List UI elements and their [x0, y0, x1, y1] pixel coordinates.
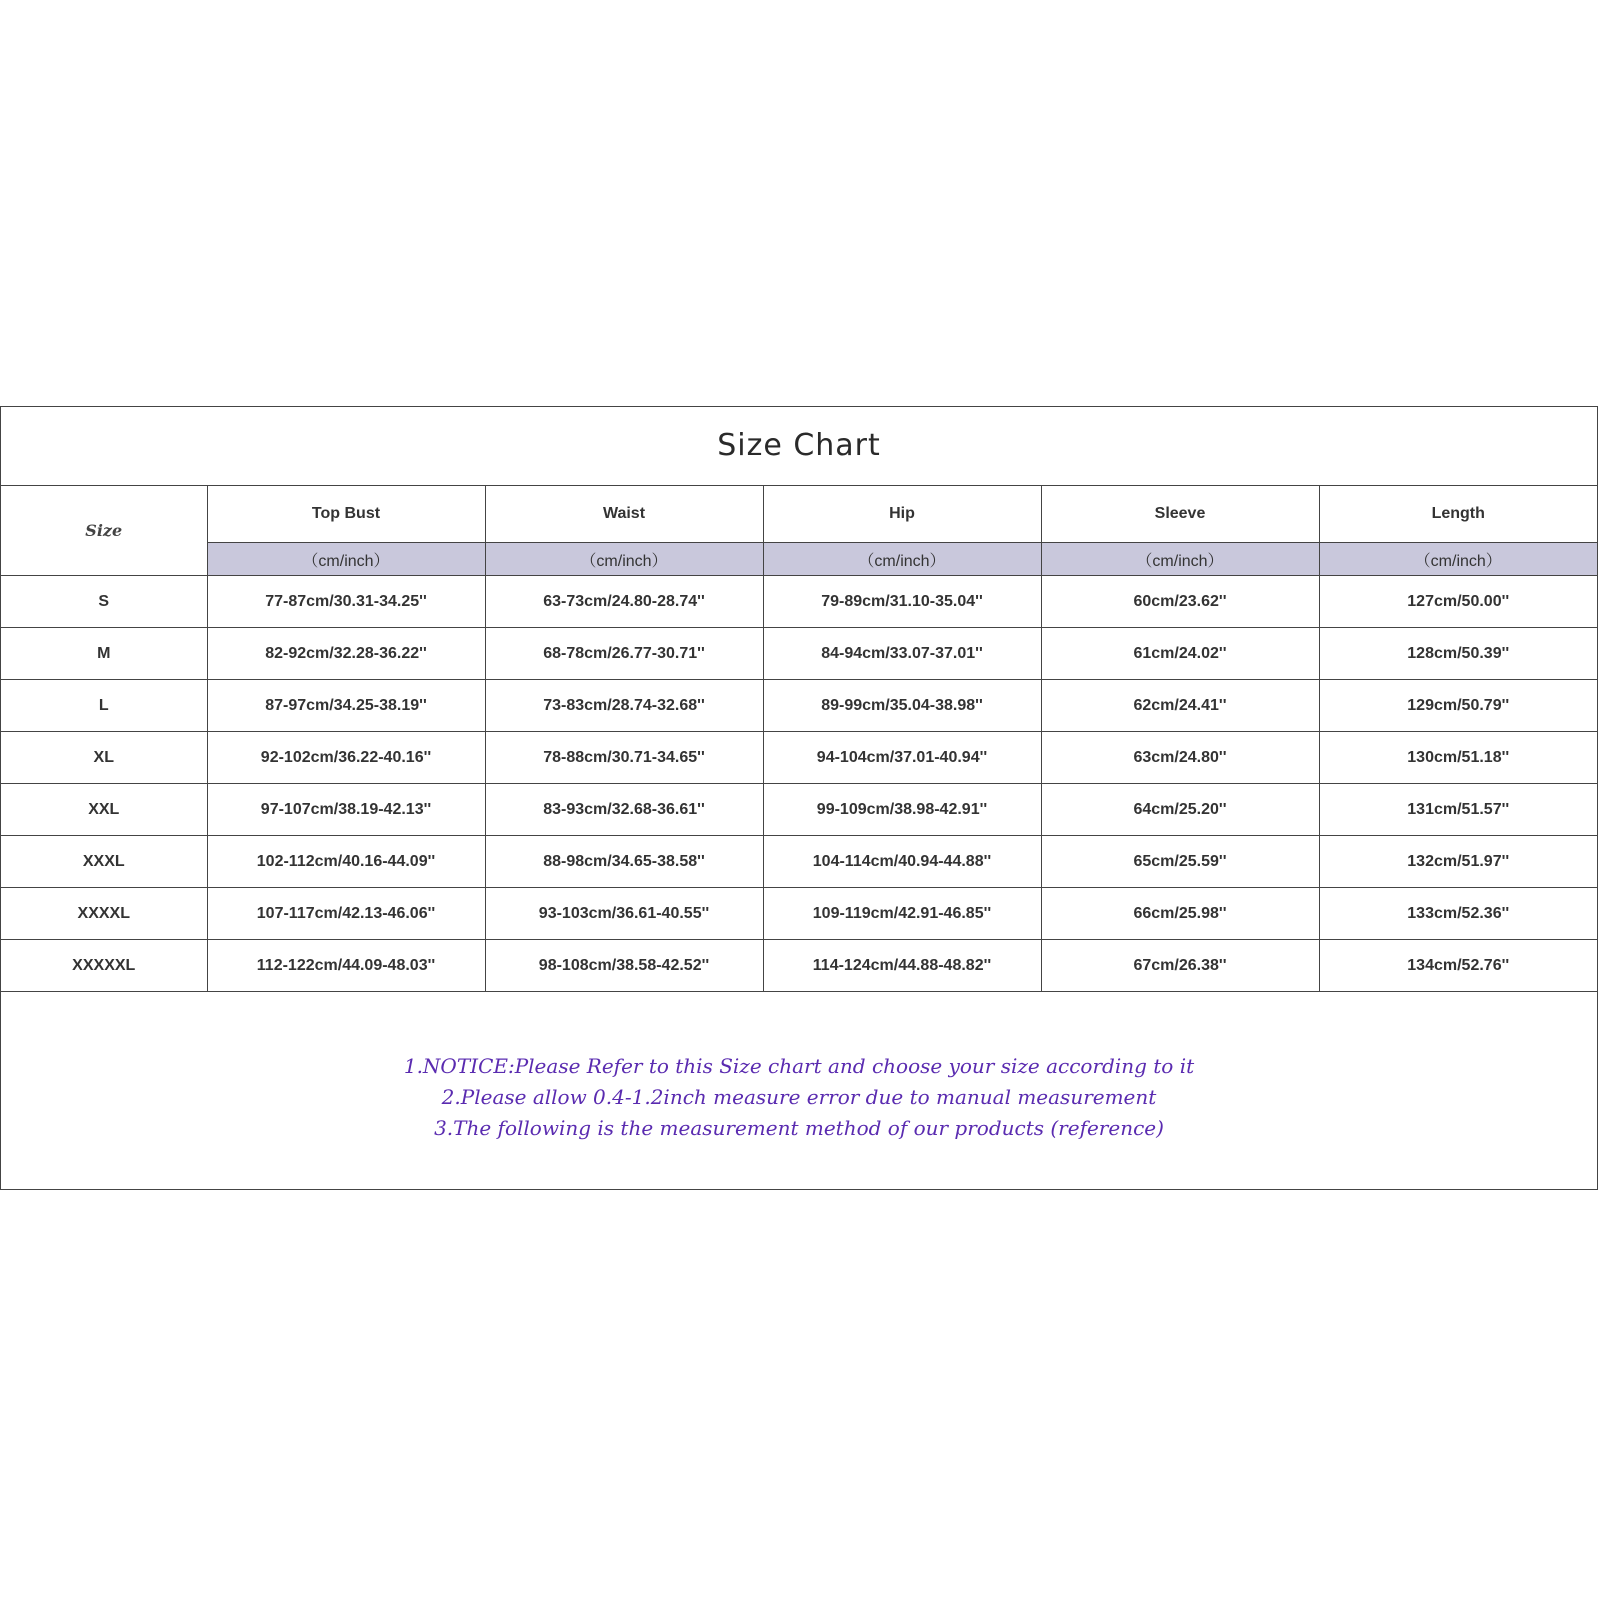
size-cell: M — [1, 628, 207, 680]
measurement-cell: 93-103cm/36.61-40.55'' — [485, 888, 763, 940]
size-cell: XXXXXL — [1, 940, 207, 992]
size-chart — [0, 406, 1598, 1190]
note-line: 1.NOTICE:Please Refer to this Size chart and choose your size according to it — [403, 1054, 1195, 1078]
measurement-cell: 107-117cm/42.13-46.06'' — [207, 888, 485, 940]
unit-row — [1, 543, 1597, 576]
size-cell: XXXXL — [1, 888, 207, 940]
table-row — [1, 628, 1597, 680]
measurement-cell: 131cm/51.57'' — [1319, 784, 1597, 836]
size-cell: S — [1, 576, 207, 628]
chart-title: Size Chart — [1, 407, 1597, 486]
size-table — [1, 486, 1597, 992]
measurement-cell: 73-83cm/28.74-32.68'' — [485, 680, 763, 732]
notes — [1, 1051, 1597, 1144]
column-header-top-bust: Top Bust — [207, 486, 485, 543]
measurement-cell: 129cm/50.79'' — [1319, 680, 1597, 732]
measurement-cell: 67cm/26.38'' — [1041, 940, 1319, 992]
column-header-hip: Hip — [763, 486, 1041, 543]
column-header-sleeve: Sleeve — [1041, 486, 1319, 543]
measurement-cell: 130cm/51.18'' — [1319, 732, 1597, 784]
unit-label: （cm/inch） — [1319, 543, 1597, 576]
measurement-cell: 84-94cm/33.07-37.01'' — [763, 628, 1041, 680]
measurement-cell: 98-108cm/38.58-42.52'' — [485, 940, 763, 992]
note-line: 3.The following is the measurement method of our products (reference) — [434, 1116, 1164, 1140]
measurement-cell: 78-88cm/30.71-34.65'' — [485, 732, 763, 784]
measurement-cell: 68-78cm/26.77-30.71'' — [485, 628, 763, 680]
measurement-cell: 94-104cm/37.01-40.94'' — [763, 732, 1041, 784]
measurement-cell: 61cm/24.02'' — [1041, 628, 1319, 680]
measurement-cell: 128cm/50.39'' — [1319, 628, 1597, 680]
measurement-cell: 83-93cm/32.68-36.61'' — [485, 784, 763, 836]
measurement-cell: 88-98cm/34.65-38.58'' — [485, 836, 763, 888]
unit-label: （cm/inch） — [485, 543, 763, 576]
table-row — [1, 732, 1597, 784]
measurement-cell: 89-99cm/35.04-38.98'' — [763, 680, 1041, 732]
table-body — [1, 576, 1597, 992]
measurement-cell: 87-97cm/34.25-38.19'' — [207, 680, 485, 732]
size-column-header: Size — [1, 486, 207, 576]
size-cell: XXL — [1, 784, 207, 836]
size-cell: XXXL — [1, 836, 207, 888]
measurement-cell: 114-124cm/44.88-48.82'' — [763, 940, 1041, 992]
column-header-waist: Waist — [485, 486, 763, 543]
measurement-cell: 62cm/24.41'' — [1041, 680, 1319, 732]
table-row — [1, 888, 1597, 940]
size-cell: XL — [1, 732, 207, 784]
measurement-cell: 132cm/51.97'' — [1319, 836, 1597, 888]
column-header-length: Length — [1319, 486, 1597, 543]
measurement-cell: 65cm/25.59'' — [1041, 836, 1319, 888]
measurement-cell: 127cm/50.00'' — [1319, 576, 1597, 628]
size-cell: L — [1, 680, 207, 732]
measurement-cell: 134cm/52.76'' — [1319, 940, 1597, 992]
measurement-cell: 60cm/23.62'' — [1041, 576, 1319, 628]
measurement-cell: 104-114cm/40.94-44.88'' — [763, 836, 1041, 888]
measurement-cell: 64cm/25.20'' — [1041, 784, 1319, 836]
measurement-cell: 79-89cm/31.10-35.04'' — [763, 576, 1041, 628]
table-row — [1, 940, 1597, 992]
measurement-cell: 63-73cm/24.80-28.74'' — [485, 576, 763, 628]
measurement-cell: 112-122cm/44.09-48.03'' — [207, 940, 485, 992]
measurement-cell: 97-107cm/38.19-42.13'' — [207, 784, 485, 836]
measurement-cell: 133cm/52.36'' — [1319, 888, 1597, 940]
unit-label: （cm/inch） — [1041, 543, 1319, 576]
measurement-cell: 82-92cm/32.28-36.22'' — [207, 628, 485, 680]
measurement-cell: 92-102cm/36.22-40.16'' — [207, 732, 485, 784]
measurement-cell: 77-87cm/30.31-34.25'' — [207, 576, 485, 628]
table-row — [1, 680, 1597, 732]
note-line: 2.Please allow 0.4-1.2inch measure error due to manual measurement — [441, 1085, 1157, 1109]
measurement-cell: 102-112cm/40.16-44.09'' — [207, 836, 485, 888]
measurement-cell: 109-119cm/42.91-46.85'' — [763, 888, 1041, 940]
measurement-cell: 99-109cm/38.98-42.91'' — [763, 784, 1041, 836]
table-row — [1, 836, 1597, 888]
table-row — [1, 784, 1597, 836]
unit-label: （cm/inch） — [207, 543, 485, 576]
table-header-row — [1, 486, 1597, 543]
measurement-cell: 66cm/25.98'' — [1041, 888, 1319, 940]
unit-label: （cm/inch） — [763, 543, 1041, 576]
measurement-cell: 63cm/24.80'' — [1041, 732, 1319, 784]
table-row — [1, 576, 1597, 628]
